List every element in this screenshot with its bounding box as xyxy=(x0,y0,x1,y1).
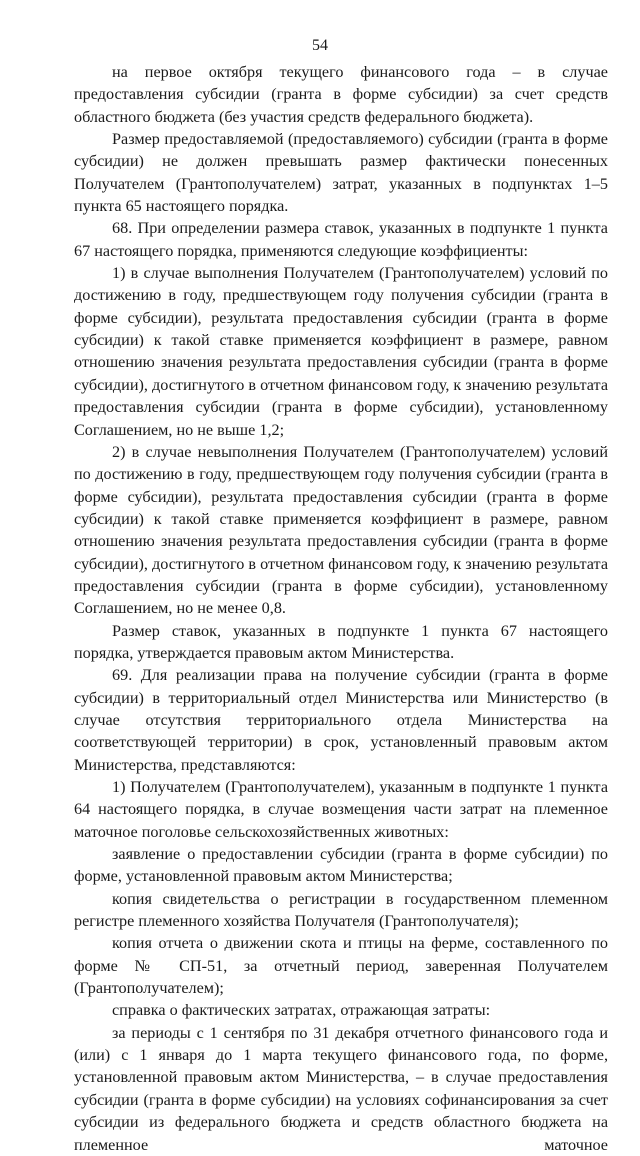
paragraph-68: 68. При определении размера ставок, указанных в подпункте 1 пункта 67 настоящего порядка, применяются следующие коэффициенты: xyxy=(74,219,608,260)
paragraph-subsidy-limit: Размер предоставляемой (предоставляемого) субсидии (гранта в форме субсидии) не должен превышать размер фактически понесенных Получателем (Грантополучателем) затрат, указанных в подпунктах 1–5 пункта 65 настоящего порядка. xyxy=(74,130,608,216)
paragraph-69: 69. Для реализации права на получение субсидии (гранта в форме субсидии) в территориальный отдел Министерства или Министерство (в случае отсутствия территориального отдела Министерства на соответствующей территории) в срок, установленный правовым актом Министерства, представляются: xyxy=(74,666,608,774)
page-number: 54 xyxy=(312,37,328,54)
paragraph-continuation: на первое октября текущего финансового года – в случае предоставления субсидии (гранта в форме субсидии) за счет средств областного бюджета (без участия средств федерального бюджета). xyxy=(74,63,608,126)
paragraph-68-item-1: 1) в случае выполнения Получателем (Грантополучателем) условий по достижению в году, предшествующем году получения субсидии (гранта в форме субсидии), результата предоставления субсидии (гранта в форме субсидии) к такой ставке применяется коэффициент в размере, равном отношению значения результата предоставления субсидии (гранта в форме субсидии), достигнутого в отчетном финансовом году, к значению результата предоставления субсидии (гранта в форме субсидии), установленному Соглашением, но не выше 1,2; xyxy=(74,264,608,439)
paragraph-69-item-1: 1) Получателем (Грантополучателем), указанным в подпункте 1 пункта 64 настоящего порядка, в случае возмещения части затрат на племенное маточное поголовье сельскохозяйственных животных: xyxy=(74,778,608,841)
paragraph-rates: Размер ставок, указанных в подпункте 1 пункта 67 настоящего порядка, утверждается правовым актом Министерства. xyxy=(74,621,608,662)
paragraph-certificate-copy: копия свидетельства о регистрации в государственном племенном регистре племенного хозяйства Получателя (Грантополучателя); xyxy=(74,889,608,931)
paragraph-application: заявление о предоставлении субсидии (гранта в форме субсидии) по форме, установленной правовым актом Министерства; xyxy=(74,845,608,886)
document-body xyxy=(74,61,608,1156)
paragraph-periods: за периоды с 1 сентября по 31 декабря отчетного финансового года и (или) с 1 января до 1 марта текущего финансового года, по форме, установленной правовым актом Министерства, – в случае предоставления субсидии (гранта в форме субсидии) на условиях софинансирования за счет субсидии из федерального бюджета и средств областного бюджета на племенное маточное xyxy=(74,1023,608,1154)
paragraph-report-copy: копия отчета о движении скота и птицы на ферме, составленного по форме № СП-51, за отчетный период, заверенная Получателем (Грантополучателем); xyxy=(74,934,608,998)
paragraph-68-item-2: 2) в случае невыполнения Получателем (Грантополучателем) условий по достижению в году, предшествующем году получения субсидии (гранта в форме субсидии), результата предоставления субсидии (гранта в форме субсидии) к такой ставке применяется коэффициент в размере, равном отношению значения результата предоставления субсидии (гранта в форме субсидии), достигнутого в отчетном финансовом году, к значению результата предоставления субсидии (гранта в форме субсидии), установленному Соглашением, но не менее 0,8. xyxy=(74,442,608,618)
paragraph-cost-statement: справка о фактических затратах, отражающая затраты: xyxy=(112,1001,491,1020)
